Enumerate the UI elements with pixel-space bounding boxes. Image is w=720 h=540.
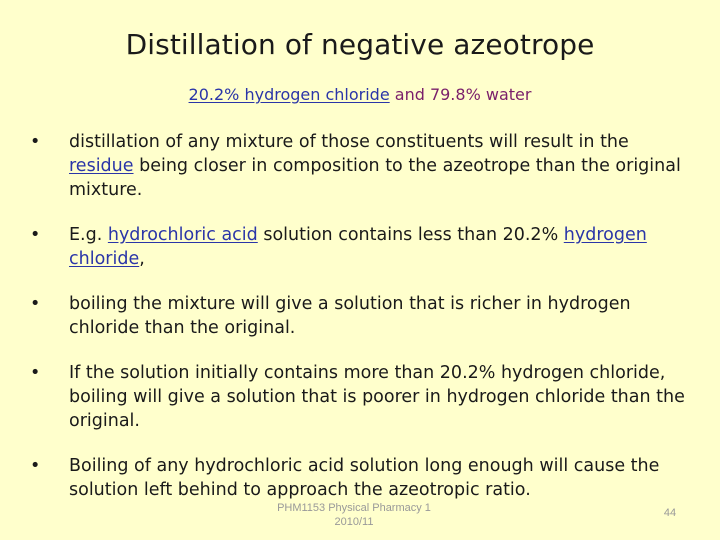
hydrogen-chloride-percent-link[interactable]: 20.2% hydrogen chloride xyxy=(188,85,390,104)
bullet-text: being closer in composition to the azeotrope than the original mixture. xyxy=(69,156,681,200)
bullet-item xyxy=(26,361,686,433)
slide-footer xyxy=(254,501,454,529)
bullet-list xyxy=(26,130,686,523)
slide-subtitle xyxy=(0,85,720,104)
bullet-text: If the solution initially contains more than 20.2% hydrogen chloride, boiling will give a solution that is poorer in hydrogen chloride than the original. xyxy=(69,363,685,431)
bullet-text: Boiling of any hydrochloric acid solution long enough will cause the solution left behind to approach the azeotropic ratio. xyxy=(69,456,660,500)
bullet-text: , xyxy=(139,249,145,269)
hydrochloric-acid-link[interactable]: hydrochloric acid xyxy=(107,225,258,245)
footer-course: PHM1153 Physical Pharmacy 1 xyxy=(277,502,431,514)
slide-number: 44 xyxy=(663,507,677,519)
bullet-dot-icon: • xyxy=(30,363,41,383)
subtitle-text: and 79.8% water xyxy=(389,85,532,104)
footer-year: 2010/11 xyxy=(334,516,374,528)
slide-title: Distillation of negative azeotrope xyxy=(125,28,595,61)
bullet-dot-icon: • xyxy=(30,225,41,245)
bullet-item xyxy=(26,454,686,502)
residue-link[interactable]: residue xyxy=(69,156,134,176)
bullet-text: E.g. xyxy=(69,225,108,245)
hydrogen-chloride-link[interactable]: hydrogen chloride xyxy=(69,225,647,269)
bullet-item xyxy=(26,130,686,202)
bullet-item xyxy=(26,223,686,271)
bullet-dot-icon: • xyxy=(30,132,41,152)
bullet-text: distillation of any mixture of those constituents will result in the xyxy=(69,132,629,152)
bullet-dot-icon: • xyxy=(30,294,41,314)
bullet-dot-icon: • xyxy=(30,456,41,476)
bullet-item xyxy=(26,292,686,340)
bullet-text: boiling the mixture will give a solution that is richer in hydrogen chloride than the original. xyxy=(69,294,631,338)
bullet-text: solution contains less than 20.2% xyxy=(257,225,564,245)
